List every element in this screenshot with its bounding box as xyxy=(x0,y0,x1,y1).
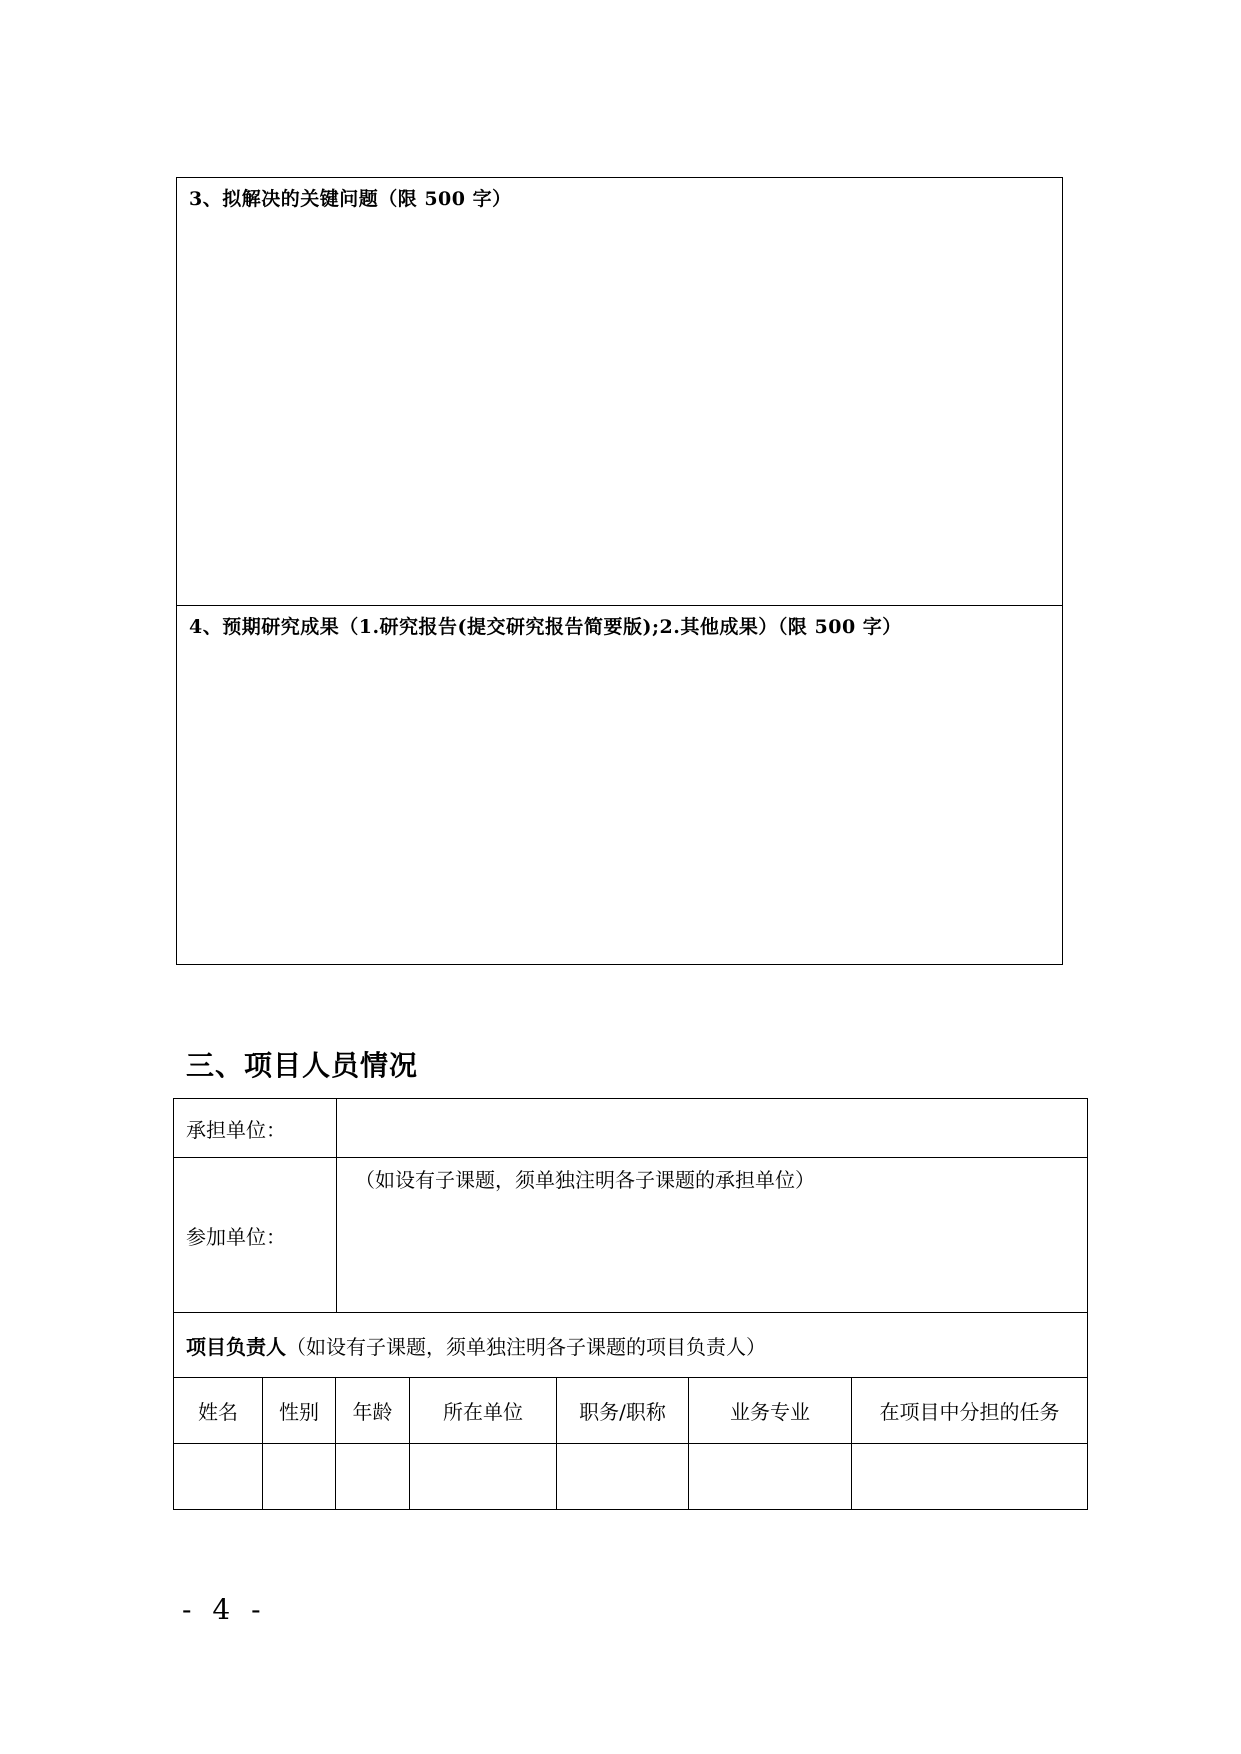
table-cell-title[interactable] xyxy=(556,1443,689,1510)
table-cell-specialty[interactable] xyxy=(688,1443,852,1510)
column-header-task: 在项目中分担的任务 xyxy=(851,1377,1088,1444)
table-cell-gender[interactable] xyxy=(262,1443,336,1510)
page-number: - 4 - xyxy=(182,1593,267,1626)
table-cell-name[interactable] xyxy=(173,1443,263,1510)
key-problems-box[interactable] xyxy=(176,177,1063,606)
table-cell-age[interactable] xyxy=(335,1443,410,1510)
table-cell-unit[interactable] xyxy=(409,1443,557,1510)
participating-unit-field[interactable] xyxy=(336,1157,1088,1313)
column-header-gender: 性别 xyxy=(262,1377,336,1444)
expected-results-label: 4、预期研究成果（1.研究报告(提交研究报告简要版);2.其他成果）（限 500 字） xyxy=(189,616,902,638)
project-leader-heading-note: （如设有子课题，须单独注明各子课题的项目负责人） xyxy=(286,1334,766,1359)
column-header-unit: 所在单位 xyxy=(409,1377,557,1444)
undertaking-unit-field[interactable] xyxy=(336,1098,1088,1158)
project-leader-heading xyxy=(173,1312,1088,1378)
participating-unit-hint: （如设有子课题，须单独注明各子课题的承担单位） xyxy=(355,1168,815,1192)
undertaking-unit-label: 承担单位： xyxy=(173,1098,337,1158)
personnel-section-title: 三、项目人员情况 xyxy=(186,1049,419,1082)
column-header-age: 年龄 xyxy=(335,1377,410,1444)
project-leader-heading-bold: 项目负责人 xyxy=(186,1334,286,1359)
column-header-specialty: 业务专业 xyxy=(688,1377,852,1444)
key-problems-label: 3、拟解决的关键问题（限 500 字） xyxy=(189,188,512,210)
column-header-name: 姓名 xyxy=(173,1377,263,1444)
column-header-title: 职务/职称 xyxy=(556,1377,689,1444)
participating-unit-label: 参加单位： xyxy=(173,1157,337,1313)
expected-results-box[interactable] xyxy=(176,605,1063,965)
personnel-table xyxy=(173,1098,1088,1514)
table-cell-task[interactable] xyxy=(851,1443,1088,1510)
